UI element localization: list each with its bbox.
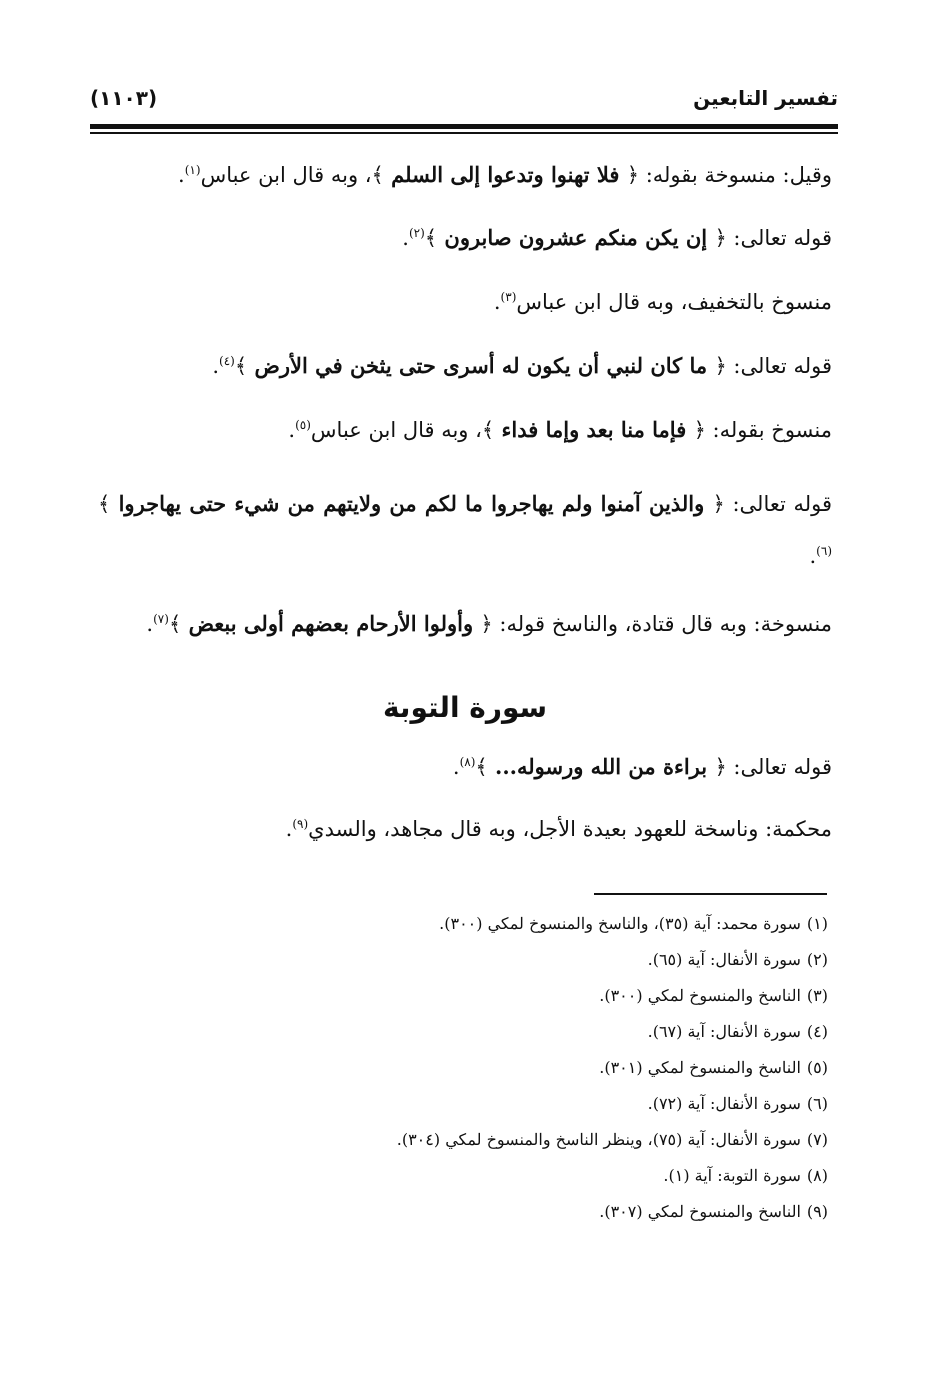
footnote-ref[interactable]: (٧) <box>153 612 169 626</box>
paragraph: منسوخ بالتخفيف، وبه قال ابن عباس$^{(٣)}$. <box>493 290 832 314</box>
paragraph-text: منسوخ بالتخفيف، وبه قال ابن عباس <box>516 290 832 314</box>
paragraph-text: وقيل: منسوخة بقوله: <box>639 163 832 187</box>
footnote-number: (٢) <box>806 950 828 969</box>
paragraph-text: منسوخ بقوله: <box>705 418 832 442</box>
main-text <box>98 148 832 844</box>
paragraph: منسوخة: وبه قال قتادة، والناسخ قوله: ﴿ وأولوا الأرحام بعضهم أولى ببعض ﴾$^{(٧)}$. <box>146 611 832 636</box>
footnote-text: الناسخ والمنسوخ لمكي (٣٠٠). <box>599 986 801 1005</box>
header-rule-thick <box>90 124 838 129</box>
page-header <box>90 86 838 110</box>
paragraph: قوله تعالى: ﴿ إن يكن منكم عشرون صابرون ﴾$^{(٢)}$. <box>402 225 832 250</box>
paragraph-text: ، وبه قال ابن عباس <box>310 418 482 442</box>
footnote-ref[interactable]: (١) <box>184 163 201 177</box>
quran-verse: ﴿ فإما منا بعد وإما فداء ﴾ <box>481 417 706 442</box>
footnote-number: (٤) <box>806 1022 828 1041</box>
footnote-text: الناسخ والمنسوخ لمكي (٣٠١). <box>599 1058 801 1077</box>
paragraph: قوله تعالى: ﴿ براءة من الله ورسوله... ﴾$^{(٨)}$. <box>452 754 832 779</box>
paragraph-text: منسوخة: وبه قال قتادة، والناسخ قوله: <box>492 612 832 636</box>
footnote-number: (٧) <box>806 1130 828 1149</box>
paragraph-text: قوله تعالى: <box>724 492 833 516</box>
footnote <box>98 1086 828 1122</box>
paragraph: محكمة: وناسخة للعهود بعيدة الأجل، وبه قال مجاهد، والسدي$^{(٩)}$. <box>285 817 832 841</box>
quran-verse: ﴿ إن يكن منكم عشرون صابرون ﴾ <box>424 225 727 250</box>
quran-verse: ﴿ براءة من الله ورسوله... ﴾ <box>475 754 727 779</box>
paragraph: قوله تعالى: ﴿ ما كان لنبي أن يكون له أسرى حتى يثخن في الأرض ﴾$^{(٤)}$. <box>212 353 832 378</box>
footnote-number: (٨) <box>806 1166 828 1185</box>
quran-verse: ﴿ ما كان لنبي أن يكون له أسرى حتى يثخن في الأرض ﴾ <box>234 353 727 378</box>
footnote-text: سورة الأنفال: آية (٧٢). <box>647 1094 801 1113</box>
footnote-text: الناسخ والمنسوخ لمكي (٣٠٧). <box>599 1202 801 1221</box>
footnote <box>98 1122 828 1158</box>
running-title: تفسير التابعين <box>693 86 838 110</box>
paragraph-text: قوله تعالى: <box>726 226 832 250</box>
paragraph-text: قوله تعالى: <box>726 354 832 378</box>
quran-verse: ﴿ والذين آمنوا ولم يهاجروا ما لكم من ولايتهم من شيء حتى يهاجروا ﴾ <box>98 491 725 516</box>
footnote-ref[interactable]: (٦) <box>816 544 832 558</box>
footnote-text: سورة الأنفال: آية (٦٧). <box>647 1022 801 1041</box>
footnote-ref[interactable]: (٨) <box>459 755 476 769</box>
footnote <box>98 906 828 942</box>
footnote-text: سورة التوبة: آية (١). <box>663 1166 801 1185</box>
footnote <box>98 942 828 978</box>
footnote-ref[interactable]: (٩) <box>292 817 309 831</box>
quran-verse: ﴿ وأولوا الأرحام بعضهم أولى ببعض ﴾ <box>168 611 493 636</box>
footnote-number: (٩) <box>806 1202 828 1221</box>
footnote-number: (١) <box>806 914 828 933</box>
footnote-number: (٣) <box>806 986 828 1005</box>
page-number: (١١٠٣) <box>90 86 158 110</box>
footnote <box>98 1158 828 1194</box>
footnote-text: سورة محمد: آية (٣٥)، والناسخ والمنسوخ لمكي (٣٠٠). <box>439 914 801 933</box>
footnotes-list <box>98 906 828 1230</box>
footnote-ref[interactable]: (٥) <box>295 418 311 432</box>
section-title: سورة التوبة <box>382 691 548 724</box>
paragraph: وقيل: منسوخة بقوله: ﴿ فلا تهنوا وتدعوا إلى السلم ﴾، وبه قال ابن عباس$^{(١)}$. <box>178 162 832 187</box>
footnote-ref[interactable]: (٣) <box>500 290 517 304</box>
quran-verse: ﴿ فلا تهنوا وتدعوا إلى السلم ﴾ <box>371 162 640 187</box>
footnote-number: (٦) <box>806 1094 828 1113</box>
footnote <box>98 1050 828 1086</box>
paragraph-text: قوله تعالى: <box>726 755 832 779</box>
footnote-ref[interactable]: (٢) <box>408 226 425 240</box>
footnote <box>98 978 828 1014</box>
paragraph: قوله تعالى: ﴿ والذين آمنوا ولم يهاجروا ما لكم من ولايتهم من شيء حتى يهاجروا ﴾$^{(٦)}$. <box>98 491 833 568</box>
header-rule-thin <box>90 132 838 134</box>
footnote-ref[interactable]: (٤) <box>219 354 235 368</box>
footnote-number: (٥) <box>806 1058 828 1077</box>
footnote <box>98 1194 828 1230</box>
paragraph-text: محكمة: وناسخة للعهود بعيدة الأجل، وبه قال مجاهد، والسدي <box>308 817 832 841</box>
paragraph: منسوخ بقوله: ﴿ فإما منا بعد وإما فداء ﴾، وبه قال ابن عباس$^{(٥)}$. <box>288 417 832 442</box>
paragraph-text: ، وبه قال ابن عباس <box>200 163 372 187</box>
footnote-text: سورة الأنفال: آية (٦٥). <box>647 950 801 969</box>
footnote-text: سورة الأنفال: آية (٧٥)، وينظر الناسخ والمنسوخ لمكي (٣٠٤). <box>396 1130 801 1149</box>
footnote <box>98 1014 828 1050</box>
footnote-separator <box>594 893 827 895</box>
